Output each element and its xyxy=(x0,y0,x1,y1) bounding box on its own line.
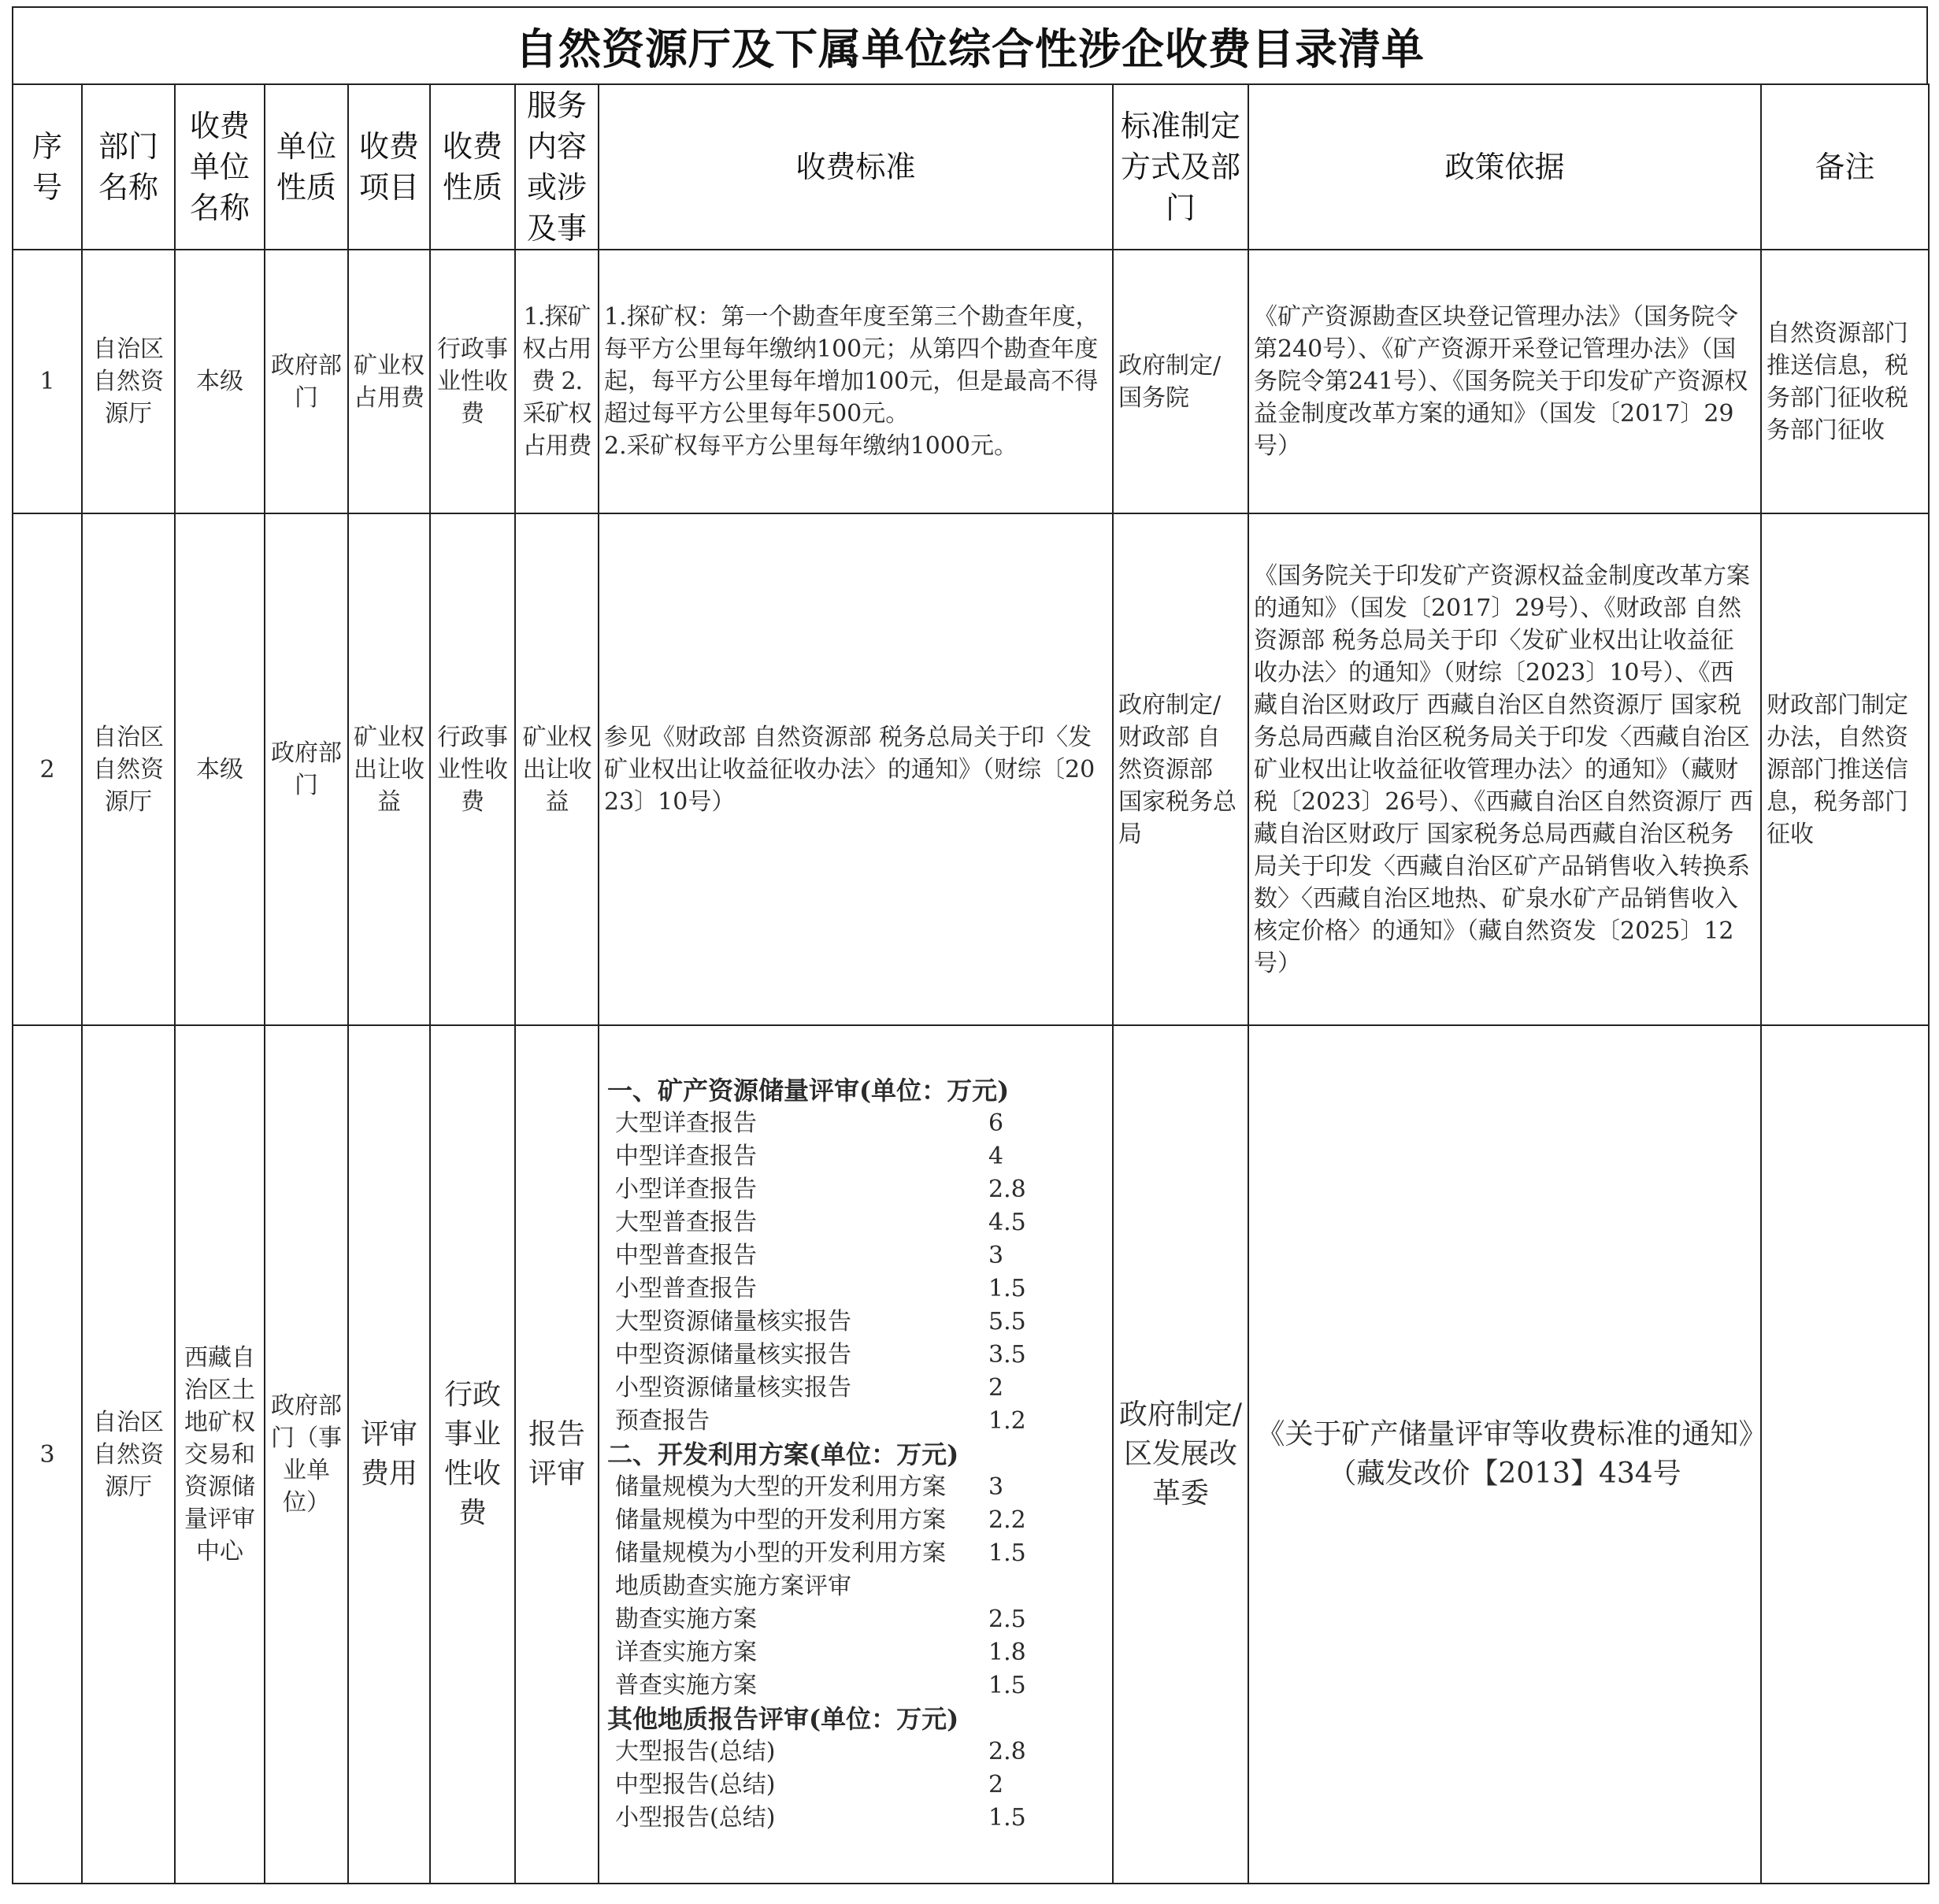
fee-line xyxy=(604,1405,1107,1438)
cell-unit-nature: 政府部门 xyxy=(265,250,348,513)
header-remark: 备注 xyxy=(1761,84,1929,250)
cell-unit-nature: 政府部门 xyxy=(265,513,348,1025)
fee-section-heading: 其他地质报告评审(单位：万元) xyxy=(607,1704,959,1734)
fee-line xyxy=(604,1272,1107,1306)
cell-unit: 本级 xyxy=(175,513,265,1025)
fee-value: 3.5 xyxy=(988,1341,1026,1369)
fee-line xyxy=(604,1537,1107,1570)
fee-group-development-plan xyxy=(604,1471,1107,1570)
page-title: 自然资源厅及下属单位综合性涉企收费目录清单 xyxy=(515,23,1425,74)
document xyxy=(12,6,1931,1896)
fee-line xyxy=(604,1206,1107,1239)
cell-standard xyxy=(599,250,1113,513)
fee-line xyxy=(604,1603,1107,1636)
cell-fee-nature: 行政事业性收费 xyxy=(430,1025,515,1884)
cell-fee-nature: 行政事业性收费 xyxy=(430,250,515,513)
fee-value: 1.5 xyxy=(988,1804,1026,1832)
fee-value: 1.8 xyxy=(988,1639,1026,1666)
fee-value: 1.2 xyxy=(988,1407,1026,1435)
fee-line xyxy=(604,1372,1107,1405)
cell-fee-nature: 行政事业性收费 xyxy=(430,513,515,1025)
fee-line xyxy=(604,1140,1107,1173)
header-row xyxy=(13,84,1929,250)
cell-standard xyxy=(599,1025,1113,1884)
fee-line xyxy=(604,1339,1107,1372)
cell-seq: 3 xyxy=(13,1025,82,1884)
table-row xyxy=(13,1025,1929,1884)
table-row xyxy=(13,513,1929,1025)
fee-line xyxy=(604,1107,1107,1140)
fee-name: 小型资源储量核实报告 xyxy=(615,1374,851,1402)
fee-value: 4.5 xyxy=(988,1209,1026,1236)
fee-line xyxy=(604,1669,1107,1702)
fee-line xyxy=(604,1735,1107,1769)
fee-name: 详查实施方案 xyxy=(615,1639,757,1666)
fee-section-heading: 二、开发利用方案(单位：万元) xyxy=(607,1439,959,1469)
fee-value: 3 xyxy=(988,1242,1004,1269)
fee-name: 小型详查报告 xyxy=(615,1176,757,1203)
fee-name: 中型详查报告 xyxy=(615,1143,757,1170)
fee-value: 1.5 xyxy=(988,1275,1026,1302)
cell-basis: 《矿产资源勘查区块登记管理办法》（国务院令第240号）、《矿产资源开采登记管理办法》（国务院令第241号）、《国务院关于印发矿产资源权益金制度改革方案的通知》（国发〔2017〕29号） xyxy=(1248,250,1761,513)
cell-remark xyxy=(1761,1025,1929,1884)
cell-unit: 西藏自治区土地矿权交易和资源储量评审中心 xyxy=(175,1025,265,1884)
fee-value: 2 xyxy=(988,1374,1004,1402)
cell-fee-item: 矿业权出让收益 xyxy=(348,513,430,1025)
cell-basis: 《国务院关于印发矿产资源权益金制度改革方案的通知》（国发〔2017〕29号）、《财政部 自然资源部 税务总局关于印〈发矿业权出让收益征收办法〉的通知》（财综〔2023〕10号）、《西藏自治区财政厅 西藏自治区自然资源厅 国家税务总局西藏自治区税务局关于印发〈西藏自治区矿业权出让收益征收管理办法〉的通知》（藏财税〔2023〕26号）、《西藏自治区自然资源厅 西藏自治区财政厅 国家税务总局西藏自治区税务局关于印发〈西藏自治区矿产品销售收入转换系数〉〈西藏自治区地热、矿泉水矿产品销售收入核定价格〉的通知》（藏自然资发〔2025〕12号） xyxy=(1248,513,1761,1025)
header-standard: 收费标准 xyxy=(599,84,1113,250)
cell-method: 政府制定/财政部 自然资源部 国家税务总局 xyxy=(1113,513,1248,1025)
standard-text-2: 2.采矿权每平方公里每年缴纳1000元。 xyxy=(604,432,1018,460)
fee-name: 中型资源储量核实报告 xyxy=(615,1341,851,1369)
cell-fee-item: 矿业权占用费 xyxy=(348,250,430,513)
cell-method: 政府制定/区发展改革委 xyxy=(1113,1025,1248,1884)
fee-value: 2.5 xyxy=(988,1606,1026,1633)
fee-line xyxy=(604,1239,1107,1272)
header-unit: 收费单位名称 xyxy=(175,84,265,250)
fee-line xyxy=(604,1471,1107,1504)
cell-unit: 本级 xyxy=(175,250,265,513)
cell-standard: 参见《财政部 自然资源部 税务总局关于印〈发矿业权出让收益征收办法〉的通知》（财综〔2023〕10号） xyxy=(599,513,1113,1025)
cell-basis: 《关于矿产储量评审等收费标准的通知》（藏发改价【2013】434号 xyxy=(1248,1025,1761,1884)
header-basis: 政策依据 xyxy=(1248,84,1761,250)
cell-service: 报告评审 xyxy=(515,1025,599,1884)
fee-group-exploration-plan xyxy=(604,1603,1107,1702)
cell-unit-nature: 政府部门（事业单位） xyxy=(265,1025,348,1884)
fee-value: 2.2 xyxy=(988,1506,1026,1534)
header-fee-item: 收费项目 xyxy=(348,84,430,250)
cell-service: 1.探矿权占用费 2.采矿权占用费 xyxy=(515,250,599,513)
fee-name: 中型普查报告 xyxy=(615,1242,757,1269)
cell-remark: 自然资源部门推送信息，税务部门征收税务部门征收 xyxy=(1761,250,1929,513)
fee-value: 2.8 xyxy=(988,1176,1026,1203)
cell-seq: 1 xyxy=(13,250,82,513)
fee-name: 中型报告(总结) xyxy=(615,1771,776,1798)
fee-value: 6 xyxy=(988,1109,1004,1137)
header-fee-nature: 收费性质 xyxy=(430,84,515,250)
header-method: 标准制定方式及部门 xyxy=(1113,84,1248,250)
fee-group-other-reports xyxy=(604,1735,1107,1835)
header-service: 服务内容或涉及事 xyxy=(515,84,599,250)
title-bar xyxy=(12,6,1928,83)
fee-list xyxy=(604,1074,1107,1835)
fee-name: 大型报告(总结) xyxy=(615,1738,776,1765)
table-row xyxy=(13,250,1929,513)
standard-text-1: 1.探矿权：第一个勘查年度至第三个勘查年度，每平方公里每年缴纳100元；从第四个勘查年度起，每平方公里每年增加100元，但是最高不得超过每平方公里每年500元。 xyxy=(604,303,1099,428)
fee-name: 储量规模为中型的开发利用方案 xyxy=(615,1506,946,1534)
fee-section-heading: 一、矿产资源储量评审(单位：万元) xyxy=(607,1076,1010,1106)
fee-name: 储量规模为大型的开发利用方案 xyxy=(615,1473,946,1501)
header-dept: 部门名称 xyxy=(82,84,175,250)
fee-value: 3 xyxy=(988,1473,1004,1501)
fee-line xyxy=(604,1173,1107,1206)
cell-remark: 财政部门制定办法，自然资源部门推送信息，税务部门征收 xyxy=(1761,513,1929,1025)
header-unit-nature: 单位性质 xyxy=(265,84,348,250)
fee-name: 储量规模为小型的开发利用方案 xyxy=(615,1539,946,1567)
fee-line xyxy=(604,1636,1107,1669)
fee-subheading: 地质勘查实施方案评审 xyxy=(615,1572,851,1600)
fee-name: 普查实施方案 xyxy=(615,1672,757,1699)
cell-dept: 自治区自然资源厅 xyxy=(82,513,175,1025)
fee-line xyxy=(604,1769,1107,1802)
fee-value: 1.5 xyxy=(988,1672,1026,1699)
fee-line xyxy=(604,1504,1107,1537)
fee-name: 大型资源储量核实报告 xyxy=(615,1308,851,1335)
cell-service: 矿业权出让收益 xyxy=(515,513,599,1025)
cell-fee-item: 评审费用 xyxy=(348,1025,430,1884)
fee-value: 2.8 xyxy=(988,1738,1026,1765)
header-seq: 序号 xyxy=(13,84,82,250)
fee-value: 1.5 xyxy=(988,1539,1026,1567)
cell-seq: 2 xyxy=(13,513,82,1025)
fee-name: 大型普查报告 xyxy=(615,1209,757,1236)
fee-group-reserve-review xyxy=(604,1107,1107,1438)
fee-value: 2 xyxy=(988,1771,1004,1798)
fee-catalog-table xyxy=(12,83,1930,1884)
cell-dept: 自治区自然资源厅 xyxy=(82,250,175,513)
fee-line xyxy=(604,1306,1107,1339)
fee-value: 5.5 xyxy=(988,1308,1026,1335)
fee-line xyxy=(604,1802,1107,1835)
fee-name: 预查报告 xyxy=(615,1407,710,1435)
fee-name: 勘查实施方案 xyxy=(615,1606,757,1633)
fee-name: 小型普查报告 xyxy=(615,1275,757,1302)
cell-method: 政府制定/国务院 xyxy=(1113,250,1248,513)
fee-value: 4 xyxy=(988,1143,1004,1170)
fee-name: 大型详查报告 xyxy=(615,1109,757,1137)
cell-dept: 自治区自然资源厅 xyxy=(82,1025,175,1884)
fee-name: 小型报告(总结) xyxy=(615,1804,776,1832)
